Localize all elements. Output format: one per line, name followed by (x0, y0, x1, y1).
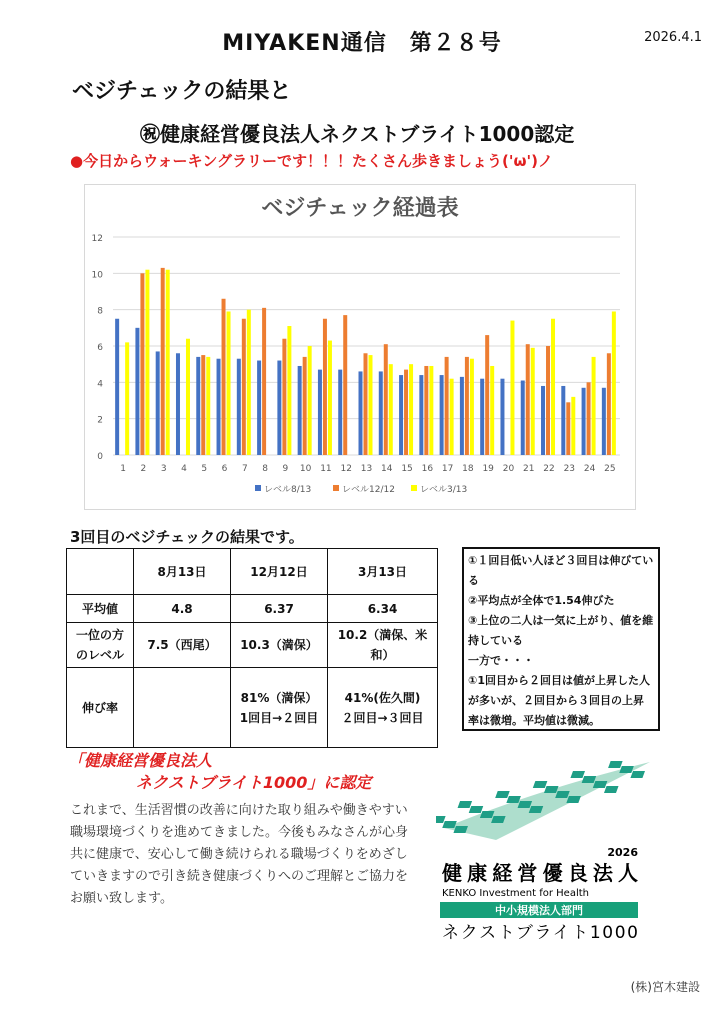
header-aug13: 8月13日 (134, 549, 231, 595)
header-mar13: 3月13日 (328, 549, 438, 595)
logo-check-tile (469, 806, 484, 813)
bar-series2 (364, 353, 368, 455)
certification-heading-line1: 「健康経営優良法人 (68, 751, 213, 770)
row-label-growth: 伸び率 (67, 668, 134, 748)
company-name: (株)宮木建設 (630, 980, 700, 994)
bar-series2 (485, 335, 489, 455)
bar-series1 (440, 375, 444, 455)
results-subtitle: 3回目のベジチェックの結果です。 (70, 528, 304, 546)
chart-canvas (85, 185, 635, 509)
bar-series3 (470, 359, 474, 455)
growth-dec12 (231, 668, 328, 748)
bar-series1 (338, 370, 342, 455)
logo-check-tile (436, 816, 446, 823)
growth-mar13 (328, 668, 438, 748)
logo-subtitle: ネクストブライト1000 (442, 923, 638, 943)
logo-check-tile (495, 791, 510, 798)
y-tick-label: 2 (97, 415, 103, 426)
bar-series2 (445, 357, 449, 455)
bar-series2 (404, 370, 408, 455)
table-corner-cell (67, 549, 134, 595)
x-tick-label: 20 (502, 464, 515, 474)
y-tick-label: 4 (97, 379, 103, 390)
x-tick-label: 6 (221, 464, 228, 474)
bar-series1 (480, 379, 484, 455)
growth-mar13-note: ２回目→３回目 (341, 710, 424, 725)
bar-series2 (607, 353, 611, 455)
bar-series2 (343, 315, 347, 455)
x-tick-label: 12 (340, 464, 352, 474)
logo-check-tile (582, 776, 597, 783)
x-tick-label: 24 (583, 464, 596, 474)
y-tick-label: 6 (97, 343, 103, 353)
x-tick-label: 23 (563, 464, 576, 474)
vegicheck-chart (84, 184, 636, 510)
bar-series2 (384, 344, 388, 455)
logo-check-tile (570, 771, 585, 778)
certification-body: これまで、生活習慣の改善に向けた取り組みや働きやすい職場環境づくりを進めてきました。今後もみなさんが心身共に健康で、安心して働き続けられる職場づくりをめざしていきますので引き続き健康づくりへのご理解とご協力をお願い致します。 (70, 803, 409, 906)
bar-series3 (571, 397, 575, 455)
issue-date: 2026.4.1 (644, 30, 702, 45)
note-2: ②平均点が全体で1.54伸びた (468, 594, 615, 607)
logo-year: 2026 (607, 846, 638, 859)
legend-swatch (333, 485, 339, 491)
x-tick-label: 15 (401, 464, 413, 474)
bar-series1 (196, 357, 200, 455)
bar-series2 (140, 273, 144, 455)
bar-series2 (222, 299, 226, 455)
bar-series2 (424, 366, 428, 455)
x-tick-label: 2 (140, 464, 147, 474)
bar-series2 (526, 344, 530, 455)
bar-series1 (602, 388, 606, 455)
legend-swatch (255, 485, 261, 491)
logo-check-tile (442, 821, 457, 828)
bar-series1 (359, 371, 363, 455)
bar-series2 (566, 402, 570, 455)
certification-heading-line2: ネクストブライト1000」に認定 (136, 773, 372, 792)
y-tick-label: 0 (97, 452, 103, 462)
logo-check-tile (593, 781, 608, 788)
growth-dec12-pct: 81%（満保） (240, 690, 318, 705)
bar-series3 (450, 379, 454, 455)
bar-series1 (500, 379, 504, 455)
average-aug13: 4.8 (134, 595, 231, 623)
x-tick-label: 1 (120, 464, 127, 474)
top-dec12: 10.3（満保） (231, 623, 328, 668)
bar-series2 (546, 346, 550, 455)
x-tick-label: 8 (262, 464, 268, 474)
bar-series1 (135, 328, 139, 455)
chart-title: ベジチェック経過表 (261, 196, 459, 221)
bar-series1 (582, 388, 586, 455)
bar-series3 (328, 341, 332, 455)
bar-series3 (369, 355, 373, 455)
bar-series2 (587, 382, 591, 455)
bar-series3 (206, 357, 210, 455)
x-tick-label: 21 (523, 464, 535, 474)
note-4: 一方で・・・ (468, 654, 534, 667)
bar-series3 (531, 348, 535, 455)
x-tick-label: 22 (543, 464, 555, 474)
note-3: ③上位の二人は一気に上がり、値を維持している (468, 614, 654, 647)
logo-check-tile (566, 796, 581, 803)
x-tick-label: 18 (462, 464, 474, 474)
legend-label: レベル12/12 (342, 485, 395, 495)
note-5: ①1回目から２回目は値が上昇した人が多いが、２回目から３回目の上昇率は微増。平均値は微減。 (468, 674, 650, 727)
newsletter-title: MIYAKEN通信 第２８号 (222, 31, 502, 56)
headline-vegicheck: ベジチェックの結果と (72, 79, 292, 104)
x-tick-label: 16 (421, 464, 434, 474)
x-tick-label: 7 (241, 464, 248, 474)
row-label-top-line1: 一位の方 (75, 628, 124, 642)
bar-series3 (247, 310, 251, 455)
x-tick-label: 3 (160, 464, 167, 474)
logo-english: KENKO Investment for Health (442, 888, 590, 899)
x-tick-label: 4 (181, 464, 187, 474)
bar-series3 (409, 364, 413, 455)
bar-series1 (156, 351, 160, 455)
x-tick-label: 14 (381, 464, 393, 474)
bar-series3 (551, 319, 555, 455)
legend-label: レベル3/13 (420, 485, 468, 495)
top-aug13: 7.5（西尾） (134, 623, 231, 668)
bar-series1 (399, 375, 403, 455)
logo-check-tile (608, 761, 623, 768)
bar-series3 (145, 270, 149, 455)
bar-series2 (242, 319, 246, 455)
bar-series1 (379, 371, 383, 455)
bar-series1 (318, 370, 322, 455)
bar-series1 (277, 361, 281, 455)
bar-series2 (201, 355, 205, 455)
growth-aug13 (134, 668, 231, 748)
bar-series3 (287, 326, 291, 455)
bar-series1 (298, 366, 302, 455)
logo-check-tile (604, 786, 619, 793)
logo-check-tile (529, 806, 544, 813)
y-tick-label: 10 (91, 270, 103, 281)
bar-series2 (465, 357, 469, 455)
average-dec12: 6.37 (231, 595, 328, 623)
logo-check-tile (453, 826, 468, 833)
bar-series1 (217, 359, 221, 455)
bar-series2 (262, 308, 266, 455)
bar-series3 (612, 311, 616, 455)
logo-check-tile (518, 801, 533, 808)
bar-series2 (282, 339, 286, 455)
growth-dec12-note: 1回目→２回目 (239, 710, 319, 725)
logo-title: 健康経営優良法人 (442, 861, 638, 885)
growth-mar13-pct: 41%(佐久間) (344, 690, 421, 705)
bar-series3 (429, 366, 433, 455)
bar-series3 (389, 364, 393, 455)
logo-check-tile (491, 816, 506, 823)
bar-series3 (125, 342, 129, 455)
logo-check-tile (619, 766, 634, 773)
headline-certification: ㊗健康経営優良法人ネクストブライト1000認定 (140, 122, 575, 146)
average-mar13: 6.34 (328, 595, 438, 623)
bar-series3 (490, 366, 494, 455)
certification-heading (68, 750, 371, 794)
bar-series1 (176, 353, 180, 455)
legend-label: レベル8/13 (264, 485, 312, 495)
bar-series2 (161, 268, 165, 455)
results-table (66, 548, 438, 748)
bar-series1 (521, 381, 525, 455)
logo-check-tile (480, 811, 495, 818)
bar-series3 (510, 321, 514, 455)
logo-check-tile (555, 791, 570, 798)
note-1: ①１回目低い人ほど３回目は伸びている (468, 554, 654, 587)
logo-check-tile (544, 786, 559, 793)
bar-series1 (541, 386, 545, 455)
kenko-keiei-logo (436, 760, 662, 944)
bar-series2 (303, 357, 307, 455)
bar-series3 (308, 346, 312, 455)
y-tick-label: 8 (97, 306, 103, 317)
logo-check-tile (630, 771, 645, 778)
logo-check-tile (533, 781, 548, 788)
x-tick-label: 19 (482, 464, 494, 474)
bar-series1 (115, 319, 119, 455)
y-tick-label: 12 (91, 234, 103, 244)
analysis-notes (462, 547, 660, 731)
bar-series1 (561, 386, 565, 455)
row-label-top (67, 623, 134, 668)
top-mar13: 10.2（満保、米和） (328, 623, 438, 668)
x-tick-label: 5 (201, 464, 208, 474)
bar-series3 (592, 357, 596, 455)
bar-series1 (419, 375, 423, 455)
bar-series2 (323, 319, 327, 455)
logo-band-text: 中小規模法人部門 (495, 904, 583, 917)
x-tick-label: 13 (360, 464, 373, 474)
x-tick-label: 10 (299, 464, 312, 474)
x-tick-label: 9 (282, 464, 289, 474)
bar-series1 (237, 359, 241, 455)
x-tick-label: 25 (604, 464, 616, 474)
bar-series3 (166, 270, 170, 455)
bar-series3 (186, 339, 190, 455)
header-dec12: 12月12日 (231, 549, 328, 595)
legend-swatch (411, 485, 417, 491)
x-tick-label: 11 (320, 464, 332, 474)
bar-series1 (257, 361, 261, 455)
logo-check-tile (506, 796, 521, 803)
bar-series1 (460, 377, 464, 455)
logo-check-tile (458, 801, 473, 808)
row-label-average: 平均値 (67, 595, 134, 623)
walking-rally-notice: ●今日からウォーキングラリーです！！！たくさん歩きましょう('ω')ノ (70, 152, 553, 170)
row-label-top-line2: のレベル (75, 648, 124, 662)
checkered-swoosh-icon (436, 760, 660, 843)
x-tick-label: 17 (441, 464, 454, 474)
bar-series3 (227, 311, 231, 455)
